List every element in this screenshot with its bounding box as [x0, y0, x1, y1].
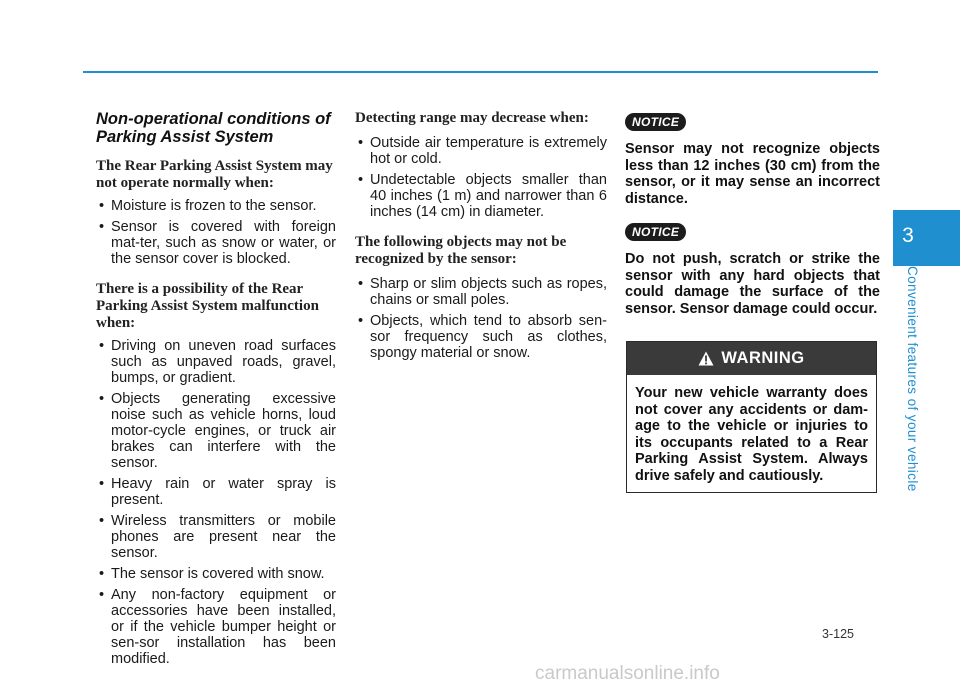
list-item: • Objects generating excessive noise such as vehicle horns, loud motor-cycle engines, or truck air brakes can interfere with the sensor.: [96, 391, 336, 471]
list-not-recognized: [355, 276, 607, 361]
watermark: carmanualsonline.info: [535, 663, 720, 684]
page-number: 3-125: [822, 627, 854, 641]
subhead-not-recognized: The following objects may not be recognized by the sensor:: [355, 234, 567, 267]
list-item: • Driving on uneven road surfaces such as unpaved roads, gravel, bumps, or gradient.: [96, 338, 336, 386]
warning-triangle-icon: [698, 351, 714, 366]
notice-text-range: Sensor may not recognize objects less than 12 inches (30 cm) from the sensor, or it may sense an incorrect distance.: [625, 141, 880, 207]
section-title: Non-operational conditions of Parking Assist System: [96, 110, 331, 146]
list-range-decrease: [355, 135, 607, 220]
warning-text: Your new vehicle warranty does not cover any accidents or dam-age to the vehicle or injuries to its occupants related to a Rear Parking Assist System. Always drive safely and cautiously.: [635, 385, 868, 484]
warning-header: [627, 342, 876, 375]
list-item: • Outside air temperature is extremely hot or cold.: [355, 135, 607, 167]
list-item: • Sensor is covered with foreign mat-ter, such as snow or water, or the sensor cover is blocked.: [96, 219, 336, 267]
chapter-number: 3: [902, 224, 914, 247]
list-item: • The sensor is covered with snow.: [96, 566, 336, 582]
header-rule: [83, 71, 878, 73]
notice-badge: NOTICE: [625, 223, 686, 241]
notice-badge: NOTICE: [625, 113, 686, 131]
subhead-range-decrease: Detecting range may decrease when:: [355, 110, 589, 126]
list-item: • Moisture is frozen to the sensor.: [96, 198, 336, 214]
list-item: • Undetectable objects smaller than 40 inches (1 m) and narrower than 6 inches (14 cm) in diameter.: [355, 172, 607, 220]
list-item: • Wireless transmitters or mobile phones are present near the sensor.: [96, 513, 336, 561]
list-malfunction: [96, 338, 336, 667]
subhead-malfunction: There is a possibility of the Rear Parking Assist System malfunction when:: [96, 281, 319, 331]
list-item: • Any non-factory equipment or accessories have been installed, or if the vehicle bumper height or sen-sor installation has been modified.: [96, 587, 336, 667]
column-middle: [355, 110, 607, 375]
list-item: • Objects, which tend to absorb sen-sor frequency such as clothes, spongy material or snow.: [355, 313, 607, 361]
notice-text-damage: Do not push, scratch or strike the sensor with any hard objects that could damage the surface of the sensor. Sensor damage could occur.: [625, 251, 880, 317]
list-item: • Sharp or slim objects such as ropes, chains or small poles.: [355, 276, 607, 308]
column-left: [96, 110, 336, 681]
warning-title: WARNING: [721, 349, 805, 367]
chapter-label: Convenient features of your vehicle: [905, 266, 920, 492]
column-right: [625, 113, 880, 317]
list-item: • Heavy rain or water spray is present.: [96, 476, 336, 508]
list-not-operate: [96, 198, 336, 267]
warning-box: [626, 341, 877, 493]
subhead-not-operate: The Rear Parking Assist System may not operate normally when:: [96, 158, 333, 191]
